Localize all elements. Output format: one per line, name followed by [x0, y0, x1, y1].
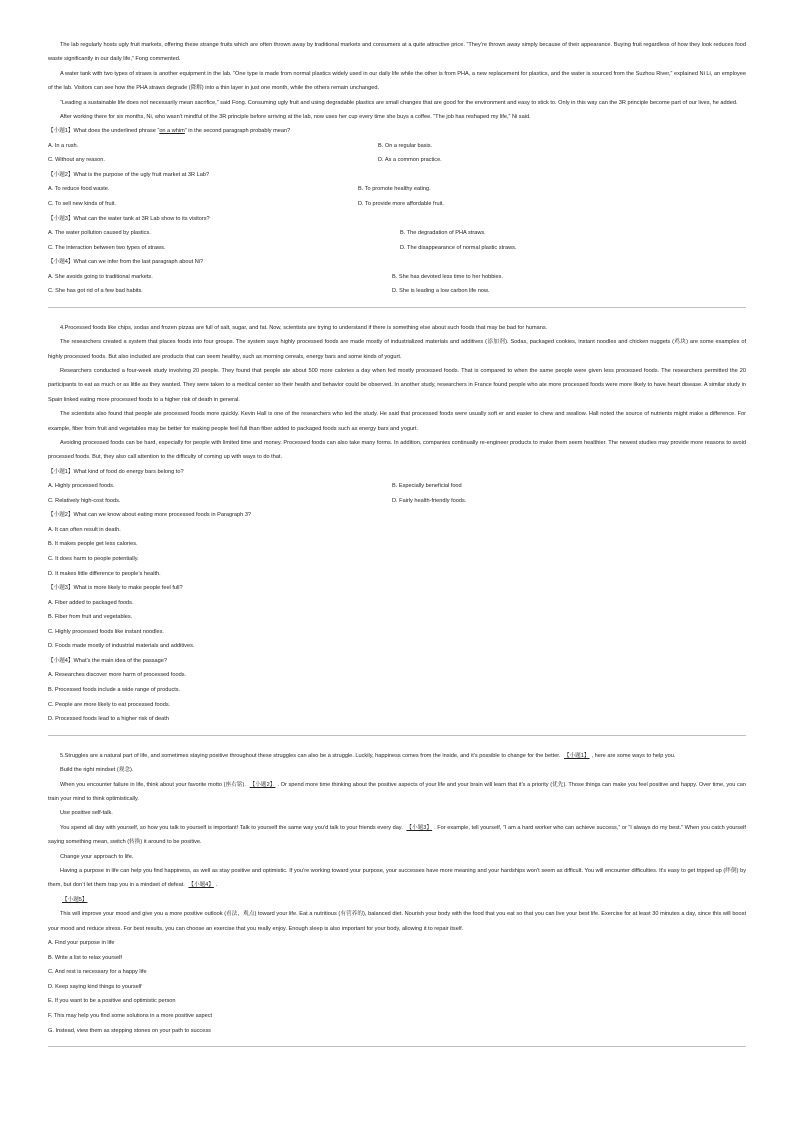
paragraph: Avoiding processed foods can be hard, especially for people with limited time and money. Processed foods can also take many forms. In addition, companies continually re-engineer products to make them seem healthier. The newest studies may provide more reasons to avoid processed foods. But, they also call attention to the difficulty of coming up with ways to do that.	[48, 440, 746, 461]
option-e[interactable]: E. If you want to be a positive and optimistic person	[48, 998, 176, 1005]
divider	[48, 307, 746, 308]
passage-3	[48, 38, 746, 299]
answer-blank-5[interactable]: 【小题5】	[62, 896, 88, 903]
section-heading: Build the right mindset (观念).	[60, 767, 134, 774]
option-b[interactable]: B. To promote healthy eating.	[358, 186, 431, 193]
option-a[interactable]: A. Highly processed foods.	[48, 483, 115, 490]
paragraph: After working there for six months, Ni, who wasn’t mindful of the 3R principle before arriving at the lab, now uses her cup every time she buys a coffee. “The job has reshaped my life,” Ni said.	[60, 114, 531, 121]
paragraph-text: When you encounter failure in life, think about your favorite motto (座右铭).	[60, 781, 246, 788]
paragraph	[48, 821, 746, 850]
question-stem	[48, 124, 746, 138]
option-row	[48, 494, 746, 509]
option-c[interactable]: C. Highly processed foods like instant noodles.	[48, 628, 164, 635]
option-row	[48, 139, 746, 154]
paragraph-text: . Or spend more time thinking about the positive aspects of your life and your brain will learn that it’s a priority (优先). Those things can make you feel positive and happy. Over time, you can train your mind to think optimistically.	[48, 781, 746, 803]
option-d[interactable]: D. As a common practice.	[378, 157, 442, 164]
paragraph: 4.Processed foods like chips, sodas and frozen pizzas are full of salt, sugar, and fat. Now, scientists are trying to understand if there is something else about such foods that may be bad for humans.	[60, 324, 548, 331]
option-b[interactable]: B. Especially beneficial food	[392, 483, 462, 490]
question-stem: 【小题2】What is the purpose of the ugly fruit market at 3R Lab?	[48, 172, 210, 179]
option-b[interactable]: B. The degradation of PHA straws.	[400, 230, 486, 237]
paragraph	[48, 749, 746, 763]
document-page	[48, 38, 746, 1060]
option-row	[48, 153, 746, 168]
option-b[interactable]: B. On a regular basis.	[378, 142, 433, 149]
option-a[interactable]: A. The water pollution caused by plastics.	[48, 230, 151, 237]
option-a[interactable]: A. It can often result in death.	[48, 526, 121, 533]
paragraph: Researchers conducted a four-week study involving 20 people. They found that people ate about 500 more calories a day when fed mostly processed foods. That is compared to when the same people were given less processed foods. The researchers permitted the 20 participants to eat as much or as little as they wanted. They were taken to a medical center so their health and behavior could be observed. In another study, researchers in France found people who ate more processed foods were more likely to have heart disease. A similar study in Spain linked eating more processed foods to a higher risk of death in general.	[48, 368, 746, 403]
option-c[interactable]: C. The interaction between two types of straws.	[48, 244, 166, 251]
option-row	[48, 182, 746, 197]
question-stem: 【小题3】What can the water tank at 3R Lab show to its visitors?	[48, 215, 210, 222]
question-stem: 【小题1】What kind of food do energy bars belong to?	[48, 468, 184, 475]
option-row	[48, 226, 746, 241]
option-c[interactable]: C. And rest is necessary for a happy life	[48, 969, 147, 976]
option-a[interactable]: A. Fiber added to packaged foods.	[48, 599, 134, 606]
option-d[interactable]: D. The disappearance of normal plastic straws.	[400, 244, 517, 251]
answer-blank-4[interactable]: 【小题4】	[188, 882, 214, 889]
option-b[interactable]: B. Processed foods include a wide range of products.	[48, 687, 181, 694]
paragraph: A water tank with two types of straws is another equipment in the lab. “One type is made from normal plastics widely used in our daily life while the other is from PHA, a new replacement for plastics, and the water is sourced from the Suzhou River,” explained Ni Li, an employee of the lab. Visitors can see how the PHA straws degrade (降解) into a thin layer in just one month, while the others remain unchanged.	[48, 70, 746, 92]
divider	[48, 1046, 746, 1047]
option-d[interactable]: D. It makes little difference to people’s health.	[48, 570, 161, 577]
option-c[interactable]: C. She has got rid of a few bad habits.	[48, 288, 143, 295]
option-d[interactable]: D. She is leading a low carbon life now.	[392, 288, 490, 295]
option-row	[48, 270, 746, 285]
stem-text: 【小题1】What does the underlined phrase “	[48, 128, 160, 135]
paragraph: This will improve your mood and give you a more positive outlook (看法，观点) toward your life. Eat a nutritious (有营养的), balanced diet. Nourish your body with the food that you eat so that you can live your best life. Exercise for at least 30 minutes a day, since this will boost your mood and reduce stress. For best results, you can choose an exercise that you really enjoy. Enough sleep is also important for your body, allowing it to repair itself.	[48, 911, 746, 932]
paragraph: The scientists also found that people ate processed foods more quickly. Kevin Hall is one of the researchers who led the study. He said that processed foods were usually soft er and easier to chew and swallow. Hall noted the source of nutrients might make a difference. For example, fiber from fruit and vegetables may be better for making people feel full than fiber added to packaged foods such as energy bars and yogurt.	[48, 411, 746, 432]
paragraph-text: Having a purpose in life can help you find happiness, as well as stay positive and optimistic. If you’re working toward your purpose, your successes have more meaning and your hardships won’t seem as difficult. You will encounter difficulties. It’s easy to get tripped up (绊倒) by them, but don’t let them trap you in a mindset of defeat.	[48, 868, 746, 889]
question-stem: 【小题4】What can we infer from the last paragraph about Ni?	[48, 259, 204, 266]
option-d[interactable]: D. Keep saying kind things to yourself	[48, 983, 142, 990]
underlined-phrase: on a whim	[159, 128, 185, 135]
option-g[interactable]: G. Instead, view them as stepping stones on your path to success	[48, 1027, 211, 1034]
stem-text: ” in the second paragraph probably mean?	[184, 128, 291, 135]
answer-blank-1[interactable]: 【小题1】	[563, 752, 590, 759]
option-b[interactable]: B. It makes people get less calories.	[48, 541, 138, 548]
option-a[interactable]: A. Find your purpose in life	[48, 940, 115, 947]
paragraph: The researchers created a system that places foods into four groups. The system says highly processed foods are made mostly of industrialized materials and additives (添加剂). Sodas, packaged cookies, instant noodles and chicken nuggets (鸡块) are some examples of highly processed foods. But also included are products that can seem healthy, such as morning cereals, energy bars and some kinds of yogurt.	[48, 339, 746, 360]
option-f[interactable]: F. This may help you find some solutions in a more positive aspect	[48, 1013, 213, 1020]
option-c[interactable]: C. To sell new kinds of fruit.	[48, 201, 116, 208]
paragraph: “Leading a sustainable life does not necessarily mean sacrifice,” said Fong. Consuming ugly fruit and using degradable plastics are small changes that are good for the environment and easy to stick to. Only in this way can the 3R principle become part of our lives, he added.	[60, 99, 738, 106]
paragraph-text: 5.Struggles are a natural part of life, and sometimes staying positive throughout these struggles can also be a struggle. Luckily, happiness comes from the inside, and it’s possible to change for the better.	[60, 752, 561, 759]
divider	[48, 735, 746, 736]
option-a[interactable]: A. Researches discover more harm of processed foods.	[48, 672, 187, 679]
section-heading: Change your approach to life.	[60, 853, 134, 860]
passage-4	[48, 321, 746, 727]
option-d[interactable]: D. To provide more affordable fruit.	[358, 201, 444, 208]
paragraph-text: . For example, tell yourself, “I am a hard worker who can achieve success,” or “I always do my best.” When you catch yourself saying something mean, switch (转换) it around to be positive.	[48, 824, 746, 846]
passage-5	[48, 749, 746, 1038]
answer-blank-2[interactable]: 【小题2】	[249, 781, 276, 788]
question-stem: 【小题2】What can we know about eating more processed foods in Paragraph 3?	[48, 512, 252, 519]
option-row	[48, 479, 746, 494]
answer-blank-3[interactable]: 【小题3】	[406, 824, 433, 831]
option-c[interactable]: C. People are more likely to eat processed foods.	[48, 701, 171, 708]
paragraph	[48, 778, 746, 807]
option-c[interactable]: C. Without any reason.	[48, 157, 105, 164]
option-a[interactable]: A. In a rush.	[48, 142, 79, 149]
option-b[interactable]: B. Write a list to relax yourself	[48, 954, 122, 961]
section-heading: Use positive self-talk.	[60, 810, 113, 817]
paragraph	[48, 864, 746, 893]
option-d[interactable]: D. Processed foods lead to a higher risk of death	[48, 716, 169, 723]
option-d[interactable]: D. Foods made mostly of industrial materials and additives.	[48, 643, 195, 650]
option-b[interactable]: B. Fiber from fruit and vegetables.	[48, 614, 133, 621]
heading-blank-row	[48, 893, 746, 907]
paragraph-text: You spend all day with yourself, so how you talk to yourself is important! Talk to yourself the same way you’d talk to your friends every day.	[60, 824, 403, 831]
option-c[interactable]: C. Relatively high-cost foods.	[48, 497, 121, 504]
option-row	[48, 197, 746, 212]
option-row	[48, 284, 746, 299]
paragraph-text: , here are some ways to help you.	[591, 752, 676, 759]
option-row	[48, 241, 746, 256]
option-b[interactable]: B. She has devoted less time to her hobbies.	[392, 273, 504, 280]
option-a[interactable]: A. She avoids going to traditional markets.	[48, 273, 153, 280]
option-a[interactable]: A. To reduce food waste.	[48, 186, 110, 193]
paragraph: The lab regularly hosts ugly fruit markets, offering these strange fruits which are often thrown away by traditional markets and consumers at a quite attractive price. “They’re thrown away simply because of their appearance. Buying fruit regardless of how they look reduces food waste significantly in our daily life,” Fong commented.	[48, 42, 746, 63]
question-stem: 【小题4】What’s the main idea of the passage?	[48, 658, 167, 665]
option-c[interactable]: C. It does harm to people potentially.	[48, 556, 139, 563]
question-stem: 【小题3】What is more likely to make people feel full?	[48, 585, 183, 592]
option-d[interactable]: D. Fairly health-friendly foods.	[392, 497, 467, 504]
paragraph-text: .	[215, 882, 218, 889]
